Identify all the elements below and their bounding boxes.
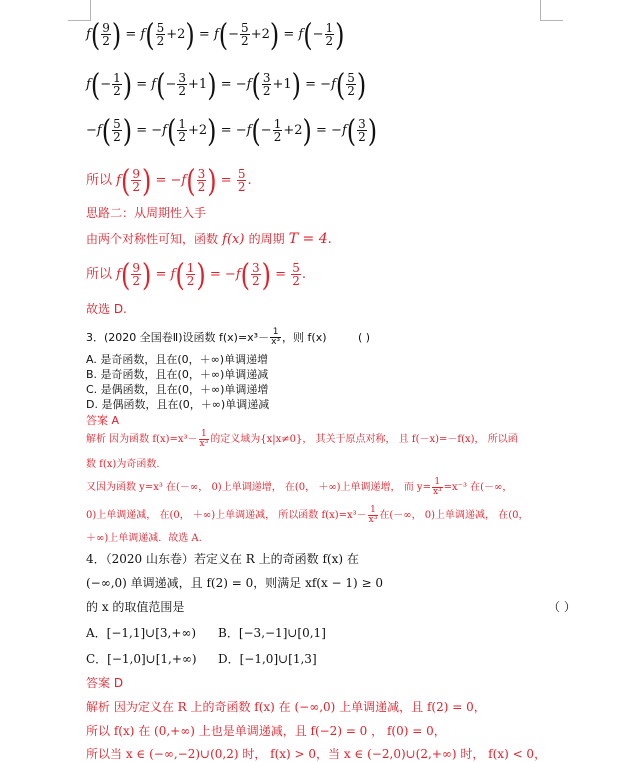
q4-analysis-1: 解析 因为定义在 R 上的奇函数 f(x) 在 (−∞,0) 上单调递减，且 f(2) = 0， [86, 700, 486, 714]
equation-line-3: −f( $\frac{5}{2}$ ) = −f( $\frac{1}{2}$ +2) = −f(− $\frac{1}{2}$ +2) = −f( $\frac{3}{2}$ ) [86, 112, 378, 149]
q3-analysis-1: 解析 因为函数 f(x)=x³－ $\frac{1}{\text{x³}}$ 的定义域为{x|x≠0}， 其关于原点对称， 且 f(－x)=－f(x)， 所以函 [86, 429, 518, 449]
approach-2-text: 由两个对称性可知，函数 f(x) 的周期 T = 4. [86, 231, 332, 247]
q3-option-b: B. 是奇函数，且在(0，＋∞)单调递减 [86, 368, 269, 381]
corner-mark-right [540, 0, 563, 21]
q3-option-c: C. 是偶函数，且在(0，＋∞)单调递增 [86, 383, 269, 396]
answer-choice-1: 故选 D. [86, 302, 127, 316]
conclusion-line-2: 所以 f( $\frac{9}{2}$ ) = f( $\frac{1}{2}$ ) = −f( $\frac{3}{2}$ ) = $\frac{5}{2}$ . [86, 256, 306, 293]
q4-stem-line-3: 的 x 的取值范围是 [86, 600, 185, 614]
q4-option-d: D．[−1,0]∪[1,3] [218, 652, 317, 666]
q4-analysis-3: 所以当 x ∈ (−∞,−2)∪(0,2) 时， f(x) > 0，当 x ∈ (−2,0)∪(2,+∞) 时， f(x) < 0， [86, 747, 547, 761]
q4-option-c: C．[−1,0]∪[1,+∞) [86, 652, 197, 666]
q4-stem-line-1: 4．（2020 山东卷）若定义在 R 上的奇函数 f(x) 在 [86, 552, 359, 566]
equation-line-2: f(− $\frac{1}{2}$ ) = f(− $\frac{3}{2}$ +1) = −f( $\frac{3}{2}$ +1) = −f( $\frac{5}{2}$ ) [86, 66, 367, 103]
q4-option-a: A．[−1,1]∪[3,+∞) [86, 626, 197, 640]
corner-mark-left [68, 0, 91, 21]
q4-analysis-2: 所以 f(x) 在 (0,+∞) 上也是单调递减，且 f(−2) = 0 ， f(0) = 0， [86, 724, 446, 738]
q3-analysis-2: 数 f(x)为奇函数. [86, 459, 160, 470]
approach-2-title: 思路二：从周期性入手 [86, 206, 207, 220]
q4-answer-bracket: （ ） [548, 600, 576, 614]
q4-stem-line-2: (−∞,0) 单调递减，且 f(2) = 0，则满足 xf(x − 1) ≥ 0 [86, 576, 384, 590]
equation-line-1: f( $\frac{9}{2}$ ) = f( $\frac{5}{2}$ +2) = f(− $\frac{5}{2}$ +2) = f(− $\frac{1}{2}$ ) [86, 16, 345, 53]
q4-answer: 答案 D [86, 676, 124, 690]
q3-analysis-4: 0)上单调递减， 在(0， ＋∞)上单调递减， 所以函数 f(x)=x³－ $\frac{1}{\text{x³}}$ 在(－∞， 0)上单调递减， 在(0， [86, 505, 529, 525]
q3-answer: 答案 A [86, 414, 120, 427]
q4-option-b: B．[−3,−1]∪[0,1] [218, 626, 326, 640]
q3-analysis-5: ＋∞)上单调递减．故选 A. [86, 533, 202, 544]
conclusion-line-1: 所以 f( $\frac{9}{2}$ ) = −f( $\frac{3}{2}$ ) = $\frac{5}{2}$ . [86, 162, 252, 199]
q3-option-a: A. 是奇函数，且在(0，＋∞)单调递增 [86, 353, 269, 366]
q3-stem: 3．(2020 全国卷Ⅱ)设函数 f(x)=x³－ $\frac{1}{\text{x³}}$ ，则 f(x) ( ) [86, 327, 371, 347]
q3-option-d: D. 是偶函数，且在(0，＋∞)单调递减 [86, 398, 270, 411]
q3-analysis-3: 又因为函数 y=x³ 在(－∞， 0)上单调递增， 在(0， ＋∞)上单调递增， 而 y= $\frac{1}{\text{x³}}$ =x⁻³ 在(－∞， [86, 477, 513, 497]
